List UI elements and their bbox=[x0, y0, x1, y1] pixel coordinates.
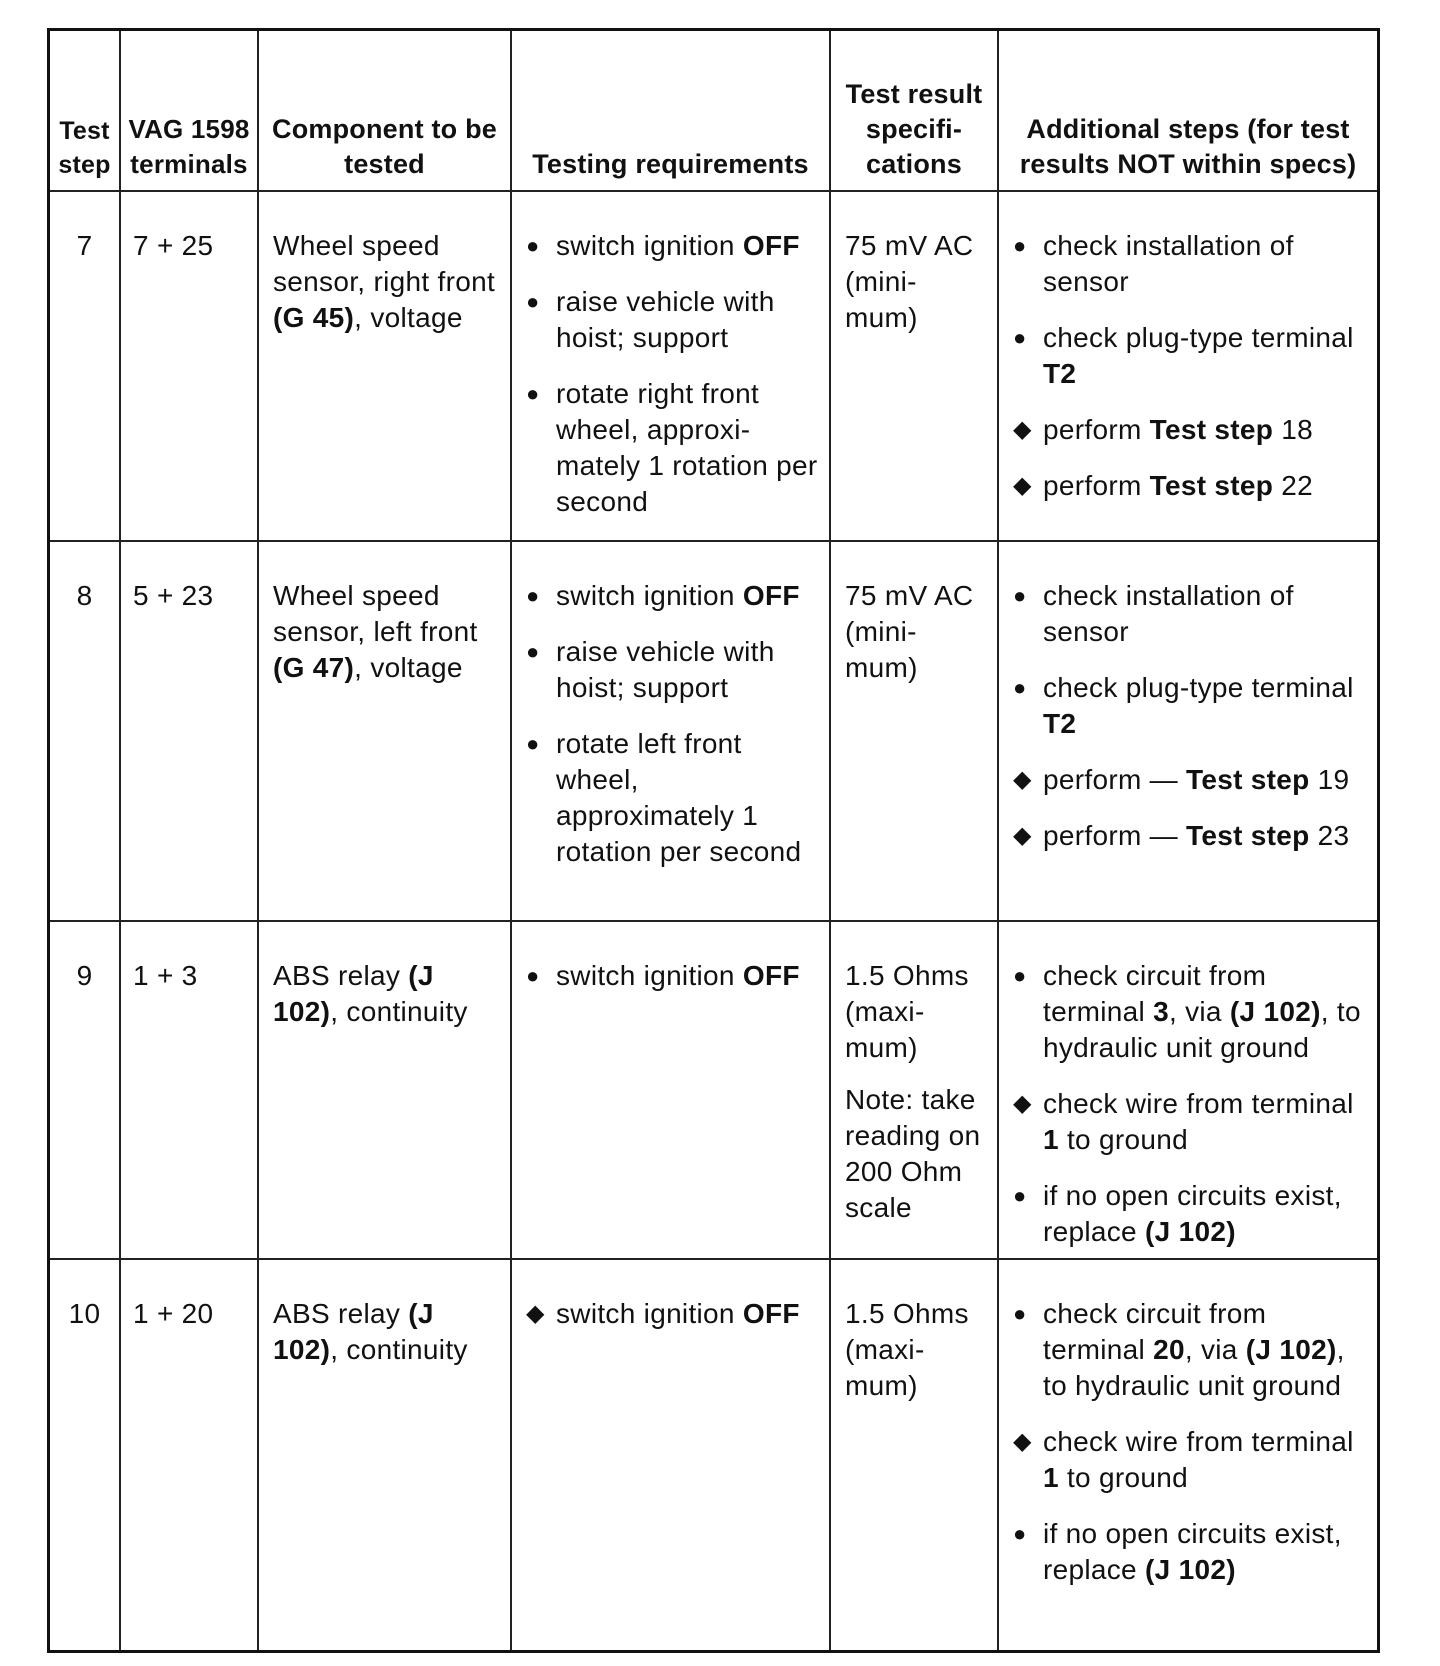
list-item-text bbox=[1043, 1086, 1367, 1158]
diamond-bullet-icon: ◆ bbox=[1013, 1428, 1032, 1455]
bold-text: (J 102) bbox=[1145, 1554, 1236, 1585]
list-item bbox=[1013, 1178, 1367, 1250]
list-item-text bbox=[1043, 818, 1367, 854]
text-run: raise vehicle with hoist; support bbox=[556, 636, 775, 703]
component-cell bbox=[258, 191, 511, 541]
text-run: , voltage bbox=[354, 302, 463, 333]
text-run: if no open circuits exist, replace bbox=[1043, 1518, 1342, 1585]
header-vag-terminals: VAG 1598 terminals bbox=[120, 31, 258, 191]
text-run: check plug-type terminal bbox=[1043, 322, 1354, 353]
bold-text: (J 102) bbox=[273, 1298, 434, 1365]
text-run: raise vehicle with hoist; support bbox=[556, 286, 775, 353]
diamond-bullet-icon: ◆ bbox=[1013, 416, 1032, 443]
list-item-text bbox=[556, 376, 819, 520]
additional-steps-cell bbox=[998, 1259, 1377, 1650]
list-item-text bbox=[556, 284, 819, 356]
header-additional-steps: Additional steps (for test results NOT within specs) bbox=[998, 31, 1377, 191]
bullet-dot-icon: ● bbox=[1013, 1183, 1027, 1208]
list-item bbox=[1013, 958, 1367, 1066]
list-item-text bbox=[556, 634, 819, 706]
bullet-dot-icon: ● bbox=[526, 963, 540, 988]
specifications-cell bbox=[830, 191, 998, 541]
list-item-text bbox=[1043, 670, 1367, 742]
list-item bbox=[1013, 1086, 1367, 1158]
table-row bbox=[50, 1259, 1377, 1650]
list-item-text bbox=[1043, 578, 1367, 650]
text-run: check installation of sensor bbox=[1043, 580, 1294, 647]
text-run: check wire from terminal bbox=[1043, 1088, 1354, 1119]
text-run: rotate right front wheel, approxi-mately 1 rotation per second bbox=[556, 378, 818, 517]
bold-text: (J 102) bbox=[1245, 1334, 1337, 1365]
spec-text: 1.5 Ohms (maxi-mum) bbox=[845, 1298, 969, 1401]
text-run: to ground bbox=[1058, 1124, 1188, 1155]
spec-text: 1.5 Ohms (maxi-mum) bbox=[845, 960, 969, 1063]
bullet-dot-icon: ● bbox=[1013, 963, 1027, 988]
list-item bbox=[1013, 468, 1367, 504]
test-procedure-table-frame bbox=[47, 28, 1380, 1653]
specifications-cell bbox=[830, 1259, 998, 1650]
bullet-dot-icon: ● bbox=[1013, 233, 1027, 258]
spec-text: 75 mV AC (mini-mum) bbox=[845, 230, 974, 333]
spec-text: 75 mV AC (mini-mum) bbox=[845, 580, 974, 683]
text-run: , via bbox=[1184, 1334, 1246, 1365]
text-run: Wheel speed sensor, left front bbox=[273, 580, 478, 647]
list-item-text bbox=[1043, 468, 1367, 504]
list-item-text bbox=[556, 228, 819, 264]
list-item bbox=[526, 376, 819, 520]
text-run: , continuity bbox=[330, 996, 468, 1027]
text-run: perform — bbox=[1043, 820, 1187, 851]
header-row bbox=[50, 31, 1377, 191]
bold-text: Test step bbox=[1186, 764, 1310, 795]
terminals-cell: 1 + 20 bbox=[120, 1259, 258, 1650]
text-run: check plug-type terminal bbox=[1043, 672, 1354, 703]
list-item bbox=[1013, 578, 1367, 650]
component-cell bbox=[258, 541, 511, 921]
bullet-dot-icon: ● bbox=[1013, 1521, 1027, 1546]
bold-text: OFF bbox=[742, 960, 800, 991]
requirements-cell bbox=[511, 1259, 830, 1650]
text-run: , continuity bbox=[330, 1334, 468, 1365]
requirements-cell bbox=[511, 921, 830, 1259]
text-run: check wire from terminal bbox=[1043, 1426, 1354, 1457]
diamond-bullet-icon: ◆ bbox=[1013, 1090, 1032, 1117]
text-run: 18 bbox=[1273, 414, 1314, 445]
text-run: , via bbox=[1168, 996, 1230, 1027]
terminals-cell: 5 + 23 bbox=[120, 541, 258, 921]
text-run: perform bbox=[1043, 414, 1150, 445]
text-run: Wheel speed sensor, right front bbox=[273, 230, 496, 297]
text-run: switch ignition bbox=[556, 1298, 743, 1329]
header-specifications: Test result specifi-cations bbox=[830, 31, 998, 191]
diamond-bullet-icon: ◆ bbox=[526, 1300, 545, 1327]
text-run: check circuit from terminal bbox=[1043, 960, 1267, 1027]
table-body bbox=[50, 191, 1377, 1650]
bold-text: Test step bbox=[1149, 414, 1274, 445]
bold-text: (G 47) bbox=[273, 652, 355, 683]
terminals-cell: 7 + 25 bbox=[120, 191, 258, 541]
text-run: switch ignition bbox=[556, 960, 743, 991]
spec-text: Note: take reading on 200 Ohm scale bbox=[845, 1084, 981, 1223]
list-item-text bbox=[1043, 412, 1367, 448]
list-item-text bbox=[1043, 762, 1367, 798]
diamond-bullet-icon: ◆ bbox=[1013, 822, 1032, 849]
bullet-dot-icon: ● bbox=[1013, 1301, 1027, 1326]
text-run: perform bbox=[1043, 470, 1150, 501]
header-testing-requirements: Testing requirements bbox=[511, 31, 830, 191]
bold-text: OFF bbox=[742, 580, 800, 611]
diamond-bullet-icon: ◆ bbox=[1013, 766, 1032, 793]
bullet-dot-icon: ● bbox=[526, 381, 540, 406]
list-item-text bbox=[1043, 958, 1367, 1066]
list-item-text bbox=[556, 578, 819, 614]
list-item-text bbox=[1043, 228, 1367, 300]
text-run: , to hydraulic unit ground bbox=[1043, 1334, 1345, 1401]
text-run: 19 bbox=[1309, 764, 1350, 795]
list-item-text bbox=[1043, 320, 1367, 392]
list-item bbox=[1013, 1424, 1367, 1496]
bold-text: T2 bbox=[1043, 358, 1077, 389]
list-item bbox=[1013, 818, 1367, 854]
list-item bbox=[526, 1296, 819, 1332]
additional-steps-cell bbox=[998, 541, 1377, 921]
list-item-text bbox=[1043, 1296, 1367, 1404]
bold-text: (J 102) bbox=[273, 960, 434, 1027]
list-item bbox=[1013, 1296, 1367, 1404]
bullet-dot-icon: ● bbox=[1013, 583, 1027, 608]
text-run: 22 bbox=[1273, 470, 1314, 501]
table-row bbox=[50, 541, 1377, 921]
text-run: perform — bbox=[1043, 764, 1187, 795]
header-test-step: Test step bbox=[50, 31, 120, 191]
list-item-text bbox=[1043, 1516, 1367, 1588]
list-item-text bbox=[1043, 1178, 1367, 1250]
requirements-cell bbox=[511, 541, 830, 921]
additional-steps-cell bbox=[998, 921, 1377, 1259]
list-item bbox=[526, 726, 819, 870]
bold-text: 3 bbox=[1153, 996, 1169, 1027]
text-run: check circuit from terminal bbox=[1043, 1298, 1267, 1365]
terminals-cell: 1 + 3 bbox=[120, 921, 258, 1259]
list-item bbox=[1013, 762, 1367, 798]
list-item-text bbox=[1043, 1424, 1367, 1496]
text-run: check installation of sensor bbox=[1043, 230, 1294, 297]
list-item bbox=[526, 578, 819, 614]
text-run: rotate left front wheel, approximately 1 rotation per second bbox=[556, 728, 802, 867]
bold-text: 20 bbox=[1153, 1334, 1185, 1365]
bullet-dot-icon: ● bbox=[1013, 325, 1027, 350]
component-cell bbox=[258, 1259, 511, 1650]
table-row bbox=[50, 191, 1377, 541]
text-run: ABS relay bbox=[273, 1298, 409, 1329]
list-item bbox=[526, 228, 819, 264]
diamond-bullet-icon: ◆ bbox=[1013, 472, 1032, 499]
list-item bbox=[1013, 228, 1367, 300]
bullet-dot-icon: ● bbox=[526, 233, 540, 258]
bold-text: T2 bbox=[1043, 708, 1077, 739]
list-item-text bbox=[556, 1296, 819, 1332]
text-run: switch ignition bbox=[556, 230, 743, 261]
text-run: , voltage bbox=[354, 652, 463, 683]
bold-text: (G 45) bbox=[273, 302, 355, 333]
bullet-dot-icon: ● bbox=[526, 731, 540, 756]
text-run: ABS relay bbox=[273, 960, 409, 991]
bullet-dot-icon: ● bbox=[526, 583, 540, 608]
bold-text: OFF bbox=[742, 1298, 800, 1329]
text-run: if no open circuits exist, replace bbox=[1043, 1180, 1342, 1247]
list-item bbox=[1013, 670, 1367, 742]
bold-text: 1 bbox=[1043, 1124, 1059, 1155]
requirements-cell bbox=[511, 191, 830, 541]
list-item-text bbox=[556, 958, 819, 994]
text-run: to ground bbox=[1058, 1462, 1188, 1493]
specifications-cell bbox=[830, 541, 998, 921]
bold-text: (J 102) bbox=[1229, 996, 1321, 1027]
test-step-cell: 10 bbox=[50, 1259, 120, 1650]
list-item bbox=[526, 958, 819, 994]
text-run: 23 bbox=[1309, 820, 1350, 851]
bold-text: Test step bbox=[1186, 820, 1310, 851]
specifications-cell bbox=[830, 921, 998, 1259]
bold-text: 1 bbox=[1043, 1462, 1059, 1493]
test-step-cell: 8 bbox=[50, 541, 120, 921]
bold-text: Test step bbox=[1149, 470, 1274, 501]
text-run: switch ignition bbox=[556, 580, 743, 611]
test-procedure-table bbox=[50, 31, 1377, 1650]
bullet-dot-icon: ● bbox=[526, 289, 540, 314]
list-item bbox=[526, 634, 819, 706]
bold-text: OFF bbox=[742, 230, 800, 261]
test-step-cell: 7 bbox=[50, 191, 120, 541]
component-cell bbox=[258, 921, 511, 1259]
text-run: , to hydraulic unit ground bbox=[1043, 996, 1361, 1063]
header-component: Component to be tested bbox=[258, 31, 511, 191]
table-row bbox=[50, 921, 1377, 1259]
list-item bbox=[526, 284, 819, 356]
list-item bbox=[1013, 412, 1367, 448]
list-item-text bbox=[556, 726, 819, 870]
list-item bbox=[1013, 320, 1367, 392]
bullet-dot-icon: ● bbox=[1013, 675, 1027, 700]
bold-text: (J 102) bbox=[1145, 1216, 1236, 1247]
bullet-dot-icon: ● bbox=[526, 639, 540, 664]
list-item bbox=[1013, 1516, 1367, 1588]
additional-steps-cell bbox=[998, 191, 1377, 541]
test-step-cell: 9 bbox=[50, 921, 120, 1259]
